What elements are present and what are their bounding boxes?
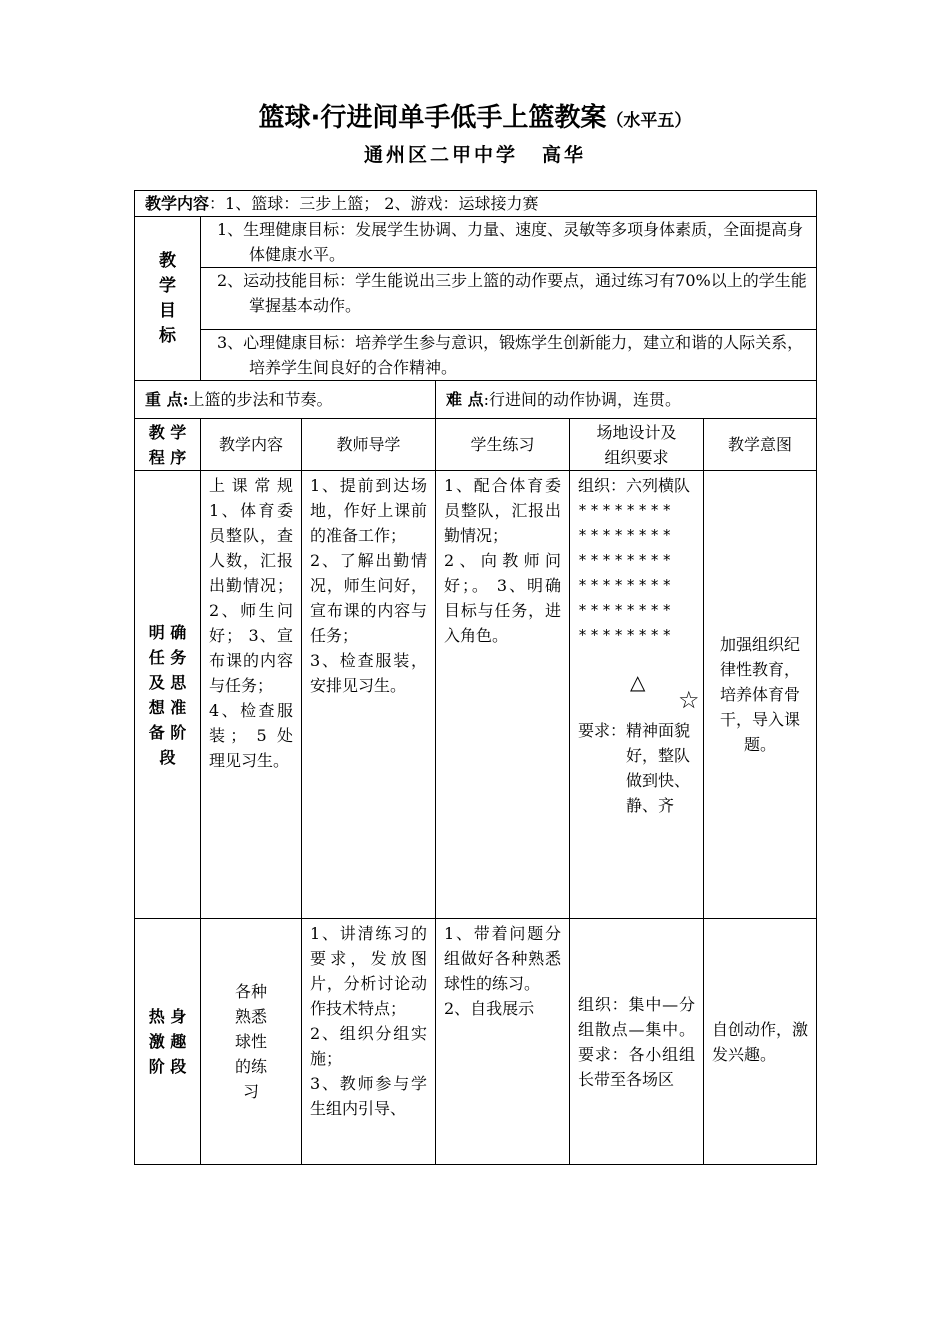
col-procedure: 教 学 程 序 [135,419,201,471]
goal-mental: 3、心理健康目标：培养学生参与意识，锻炼学生创新能力，建立和谐的人际关系，培养学生间良好的合作精神。 [201,330,817,381]
star-row: ******** [578,626,675,644]
star-row: ******** [578,601,675,619]
star-row: ******** [578,576,675,594]
goals-label: 教 学 目 标 [135,217,201,381]
lesson-title-main: 篮球·行进间单手低手上篮教案 [258,103,607,133]
key-point: 重 点:上篮的步法和节奏。 [135,381,436,419]
goal-skill: 2、运动技能目标：学生能说出三步上篮的动作要点，通过练习有70%以上的学生能掌握基本动作。 [201,268,817,330]
content-label: 教学内容 [145,194,210,213]
stage-1-name: 明 确 任 务 及 思 想 准 备 阶 段 [135,471,201,919]
stage-row-2 [135,919,817,1165]
star-formation [578,498,695,648]
formation-symbols [578,648,700,718]
stage-1-teacher: 1、提前到达场地，作好上课前的准备工作； 2、了解出勤情况，师生问好，宣布课的内容与任务； 3、检查服装，安排见习生。 [302,471,436,919]
student-star-icon: ☆ [678,686,700,714]
column-header-row [135,419,817,471]
col-content: 教学内容 [201,419,302,471]
venue-org: 组织：六列横队 [578,476,691,495]
goal-row-2 [135,268,817,330]
col-intent: 教学意图 [704,419,817,471]
star-row: ******** [578,526,675,544]
venue-requirement: 要求： 精神面貌好，整队做到快、静、齐 [578,721,691,815]
stage-2-student: 1、带着问题分组做好各种熟悉球性的练习。 2、自我展示 [436,919,570,1165]
author-name: 高华 [542,144,587,166]
focus-row [135,381,817,419]
goal-row-1 [135,217,817,268]
teacher-triangle-icon: △ [630,670,646,694]
stage-2-teacher: 1、讲清练习的要求，发放图片，分析讨论动作技术特点； 2、组织分组实施； 3、教师参与学生组内引导、 [302,919,436,1165]
lesson-plan-table [134,190,817,1165]
stage-1-content: 上课常规 1、体育委员整队，查人数，汇报出勤情况；2、师生问好； 3、宣布课的内容与任务； 4、检查服装； 5 处理见习生。 [201,471,302,919]
col-teacher: 教师导学 [302,419,436,471]
stage-1-student: 1、配合体育委员整队，汇报出勤情况； 2、向教师问好；。 3、明确目标与任务，进入角色。 [436,471,570,919]
goal-physical: 1、生理健康目标：发展学生协调、力量、速度、灵敏等多项身体素质，全面提高身体健康水平。 [201,217,817,268]
stage-row-1 [135,471,817,919]
goal-row-3 [135,330,817,381]
stage-1-intent: 加强组织纪律性教育，培养体育骨干，导入课题。 [704,471,817,919]
author-line [0,140,950,170]
content-text: ：1、篮球：三步上篮； 2、游戏：运球接力赛 [209,194,539,213]
stage-2-content: 各种熟悉球性的练习 [201,919,302,1165]
content-row [135,191,817,217]
lesson-title-level: （水平五） [606,111,692,131]
star-row: ******** [578,551,675,569]
stage-2-name: 热 身 激 趣 阶 段 [135,919,201,1165]
col-venue: 场地设计及 组织要求 [570,419,704,471]
col-student: 学生练习 [436,419,570,471]
lesson-title [0,98,950,141]
stage-1-venue [570,471,704,919]
difficult-point: 难 点:行进间的动作协调，连贯。 [436,381,817,419]
star-row: ******** [578,501,675,519]
stage-2-intent: 自创动作，激发兴趣。 [704,919,817,1165]
school-name: 通州区二甲中学 [363,144,518,166]
stage-2-venue: 组织：集中—分组散点—集中。 要求：各小组组长带至各场区 [570,919,704,1165]
